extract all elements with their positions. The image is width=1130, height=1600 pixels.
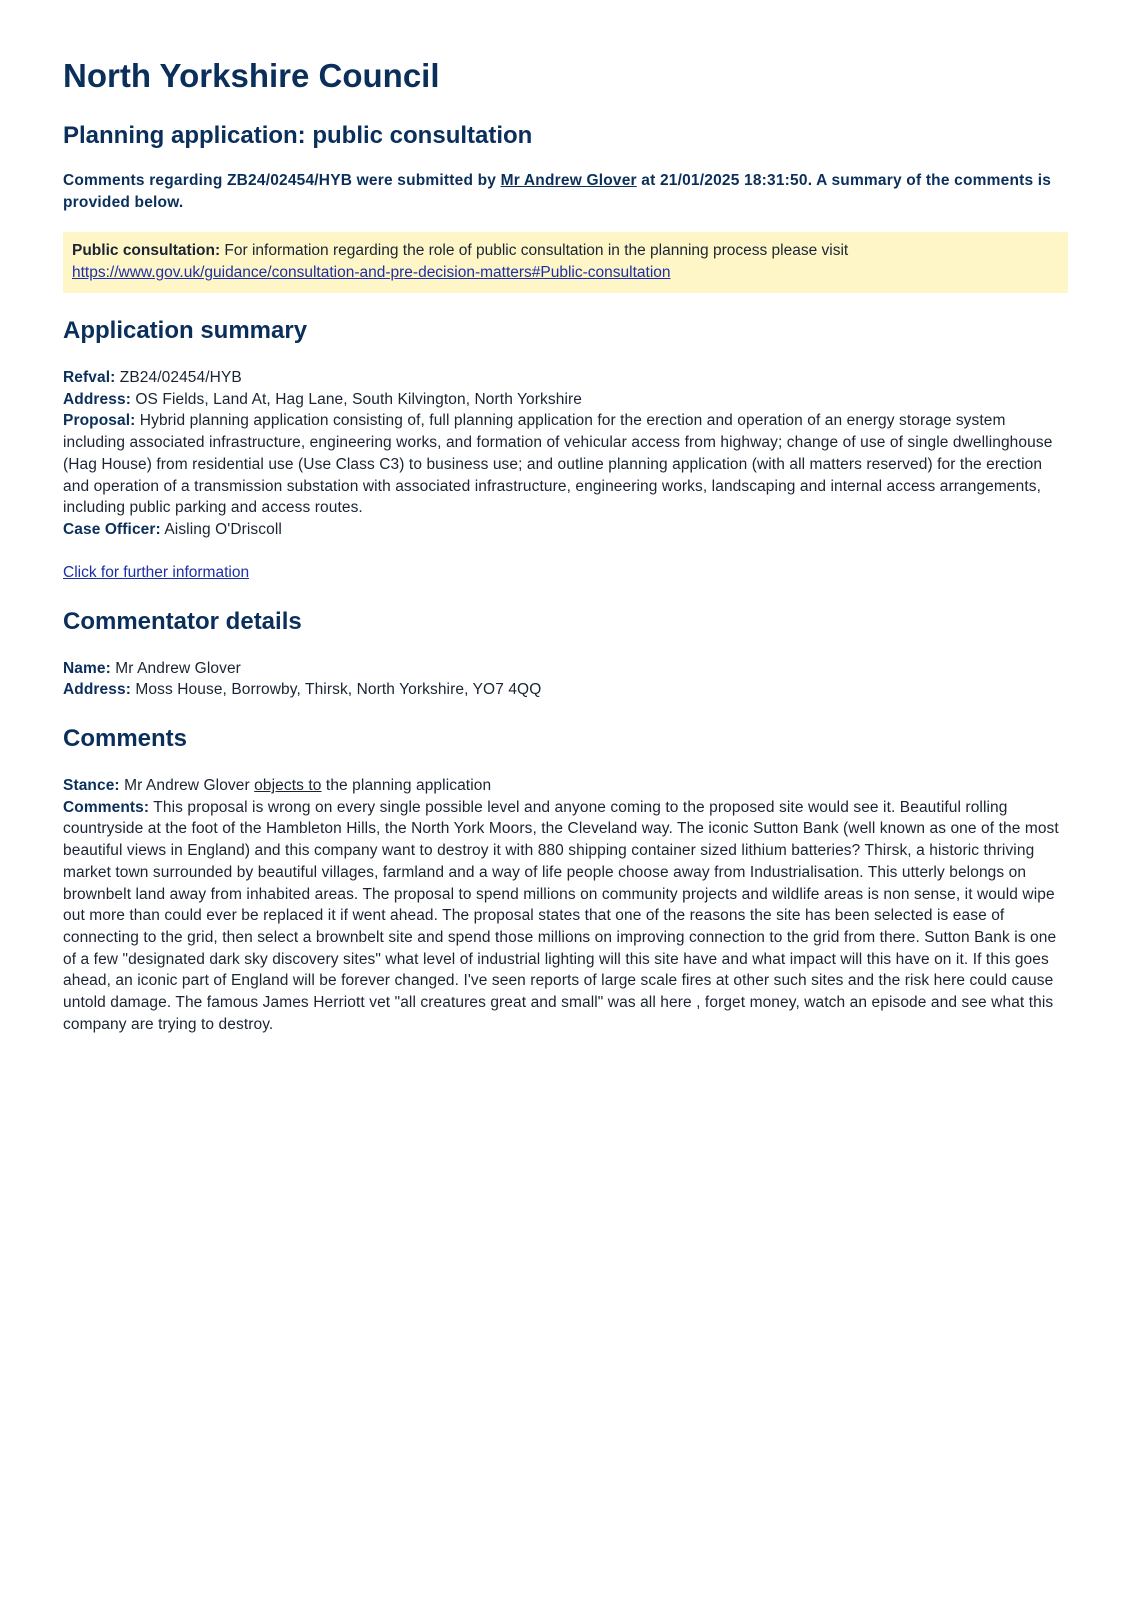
site-address-row	[63, 389, 1068, 411]
page-title: Planning application: public consultation	[63, 122, 533, 149]
refval-label: Refval:	[63, 369, 116, 386]
commentator-details-heading: Commentator details	[63, 607, 302, 635]
commentator-address-label: Address:	[63, 681, 131, 699]
comments-text: This proposal is wrong on every single possible level and anyone coming to the proposed site would see it. Beautiful rolling countryside at the foot of the Hambleton Hills, the North York Moors, the Cleveland way. The iconic Sutton Bank (well known as one of the most beautiful views in England) and this company want to destroy it with 880 shipping container sized lithium batteries? Thirsk, a historic thriving market town surrounded by beautiful villages, farmland and a way of life people choose away from Industrialisation. This utterly belongs on brownbelt land away from inhabited areas. The proposal to spend millions on community projects and wildlife areas is non sense, it would wipe out more than could ever be replaced it if went ahead. The proposal states that one of the reasons the site has been selected is ease of connecting to the grid, then select a brownbelt site and spend those millions on improving connection to the grid from there. Sutton Bank is one of a few "designated dark sky discovery sites" what level of industrial lighting will this site have and what impact will this have on it. If this goes ahead, an iconic part of England will be forever changed. I've seen reports of large scale fires at other such sites and the risk here could cause untold damage. The famous James Herriott vet "all creatures great and small" was all here , forget money, watch an episode and see what this company are trying to destroy.	[63, 798, 1059, 1033]
submitter-link[interactable]: Mr Andrew Glover	[500, 172, 637, 189]
notice-label: Public consultation:	[72, 242, 221, 259]
site-address-value: OS Fields, Land At, Hag Lane, South Kilvington, North Yorkshire	[130, 390, 582, 408]
comments-row	[63, 797, 1068, 1036]
case-officer-value: Aisling O'Driscoll	[160, 520, 282, 538]
site-address-label: Address:	[63, 390, 131, 408]
stance-value: objects to	[254, 777, 322, 795]
application-summary	[63, 367, 1068, 541]
commentator-details	[63, 658, 1068, 701]
intro-prefix: Comments regarding ZB24/02454/HYB were submitted by	[63, 172, 501, 189]
comments-section	[63, 775, 1068, 1035]
stance-row	[63, 775, 1068, 797]
comments-label: Comments:	[63, 798, 150, 816]
stance-prefix: Mr Andrew Glover	[119, 777, 255, 795]
proposal-label: Proposal:	[63, 412, 136, 430]
commentator-address-value: Moss House, Borrowby, Thirsk, North Yorkshire, YO7 4QQ	[130, 681, 542, 699]
commentator-address-row	[63, 679, 1068, 701]
public-consultation-notice	[63, 232, 1068, 293]
stance-suffix: the planning application	[321, 777, 492, 795]
refval-value: ZB24/02454/HYB	[115, 369, 242, 386]
case-officer-row	[63, 519, 1068, 541]
council-name: North Yorkshire Council	[63, 57, 440, 94]
proposal-value: Hybrid planning application consisting of, full planning application for the erection and operation of an energy storage system including associated infrastructure, engineering works, and formation of vehicular access from highway; change of use of single dwellinghouse (Hag House) from residential use (Use Class C3) to business use; and outline planning application (with all matters reserved) for the erection and operation of a transmission substation with associated infrastructure, engineering works, landscaping and internal access arrangements, including public parking and access routes.	[63, 412, 1053, 517]
case-officer-label: Case Officer:	[63, 520, 161, 538]
commentator-name-row	[63, 658, 1068, 680]
further-information-link[interactable]: Click for further information	[63, 563, 250, 581]
commentator-name-value: Mr Andrew Glover	[110, 659, 241, 677]
proposal-row	[63, 410, 1068, 519]
intro-suffix: at 21/01/2025 18:31:50. A summary of the comments is provided below.	[63, 172, 1052, 211]
consultation-guidance-link[interactable]: https://www.gov.uk/guidance/consultation-and-pre-decision-matters#Public-consultation	[72, 264, 671, 281]
submission-summary	[63, 170, 1068, 214]
comments-heading: Comments	[63, 725, 188, 753]
document-page	[63, 52, 1068, 1035]
refval-row	[63, 367, 1068, 389]
notice-text: For information regarding the role of public consultation in the planning process please visit	[220, 242, 849, 259]
application-summary-heading: Application summary	[63, 317, 308, 344]
stance-label: Stance:	[63, 777, 120, 795]
commentator-name-label: Name:	[63, 659, 111, 677]
